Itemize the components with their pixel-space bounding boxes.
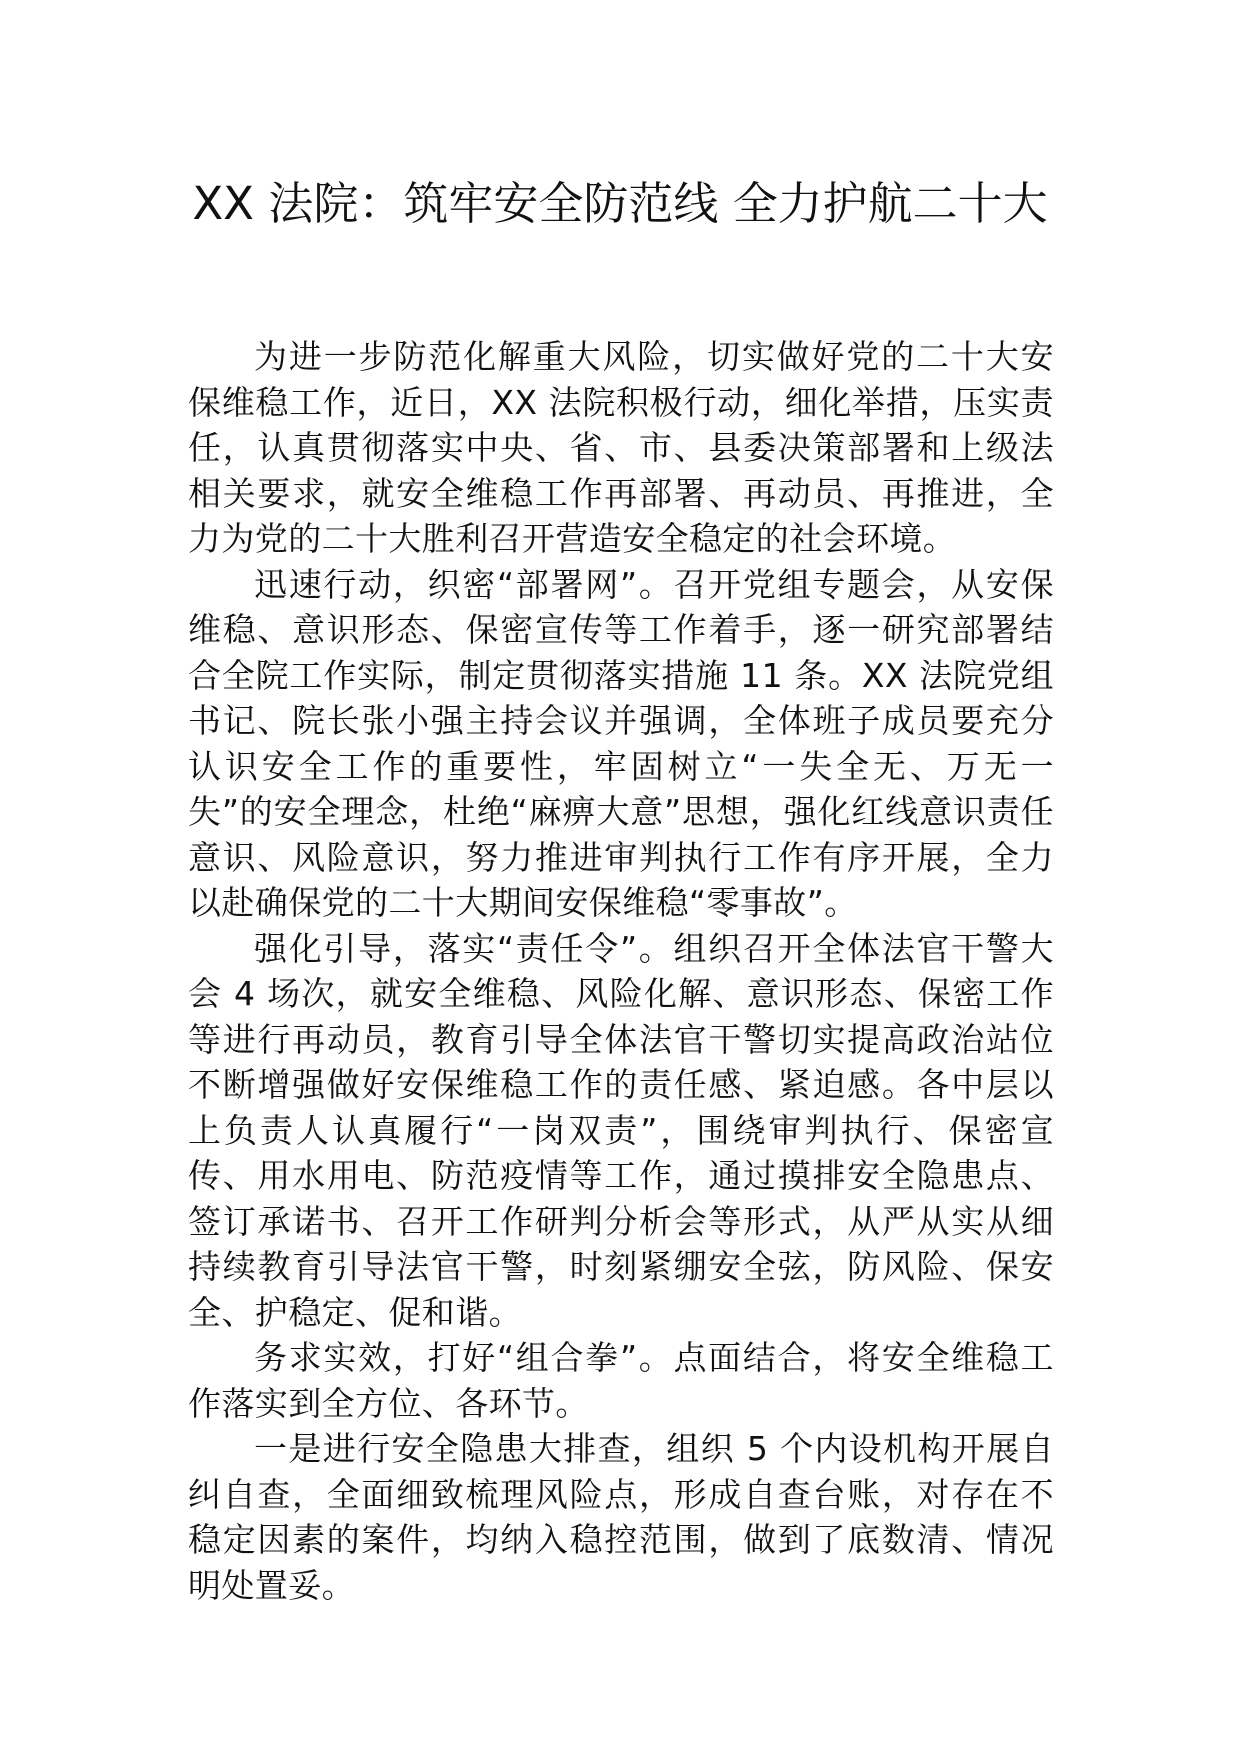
paragraph-responsibility: 强化引导，落实“责任令”。组织召开全体法官干警大会 4 场次，就安全维稳、风险化解、意识形态、保密工作等进行再动员，教育引导全体法官干警切实提高政治站位不断增强做好安保维稳工作的责任感、紧迫感。各中层以上负责人认真履行“一岗双责”，围绕审判执行、保密宣传、用水用电、防范疫情等工作，通过摸排安全隐患点、签订承诺书、召开工作研判分析会等形式，从严从实从细持续教育引导法官干警，时刻紧绷安全弦，防风险、保安全、护稳定、促和谐。 <box>188 928 1054 1332</box>
paragraph-effectiveness: 务求实效，打好“组合拳”。点面结合，将安全维稳工作落实到全方位、各环节。 <box>188 1338 1054 1423</box>
document-title: XX 法院：筑牢安全防范线 全力护航二十大 <box>192 177 1048 230</box>
paragraph-deployment: 迅速行动，织密“部署网”。召开党组专题会，从安保维稳、意识形态、保密宣传等工作着手，逐一研究部署结合全院工作实际，制定贯彻落实措施 11 条。XX 法院党组书记、院长张小强主持会议并强调，全体班子成员要充分认识安全工作的重要性，牢固树立“一失全无、万无一失”的安全理念，杜绝“麻痹大意”思想，强化红线意识责任意识、风险意识，努力推进审判执行工作有序开展，全力以赴确保党的二十大期间安保维稳“零事故”。 <box>188 564 1054 922</box>
paragraph-inspection: 一是进行安全隐患大排查，组织 5 个内设机构开展自纠自查，全面细致梳理风险点，形成自查台账，对存在不稳定因素的案件，均纳入稳控范围，做到了底数清、情况明处置妥。 <box>188 1429 1054 1605</box>
document-body <box>188 334 1054 1608</box>
paragraph-intro: 为进一步防范化解重大风险，切实做好党的二十大安保维稳工作，近日，XX 法院积极行动，细化举措，压实责任，认真贯彻落实中央、省、市、县委决策部署和上级法相关要求，就安全维稳工作再部署、再动员、再推进，全力为党的二十大胜利召开营造安全稳定的社会环境。 <box>188 337 1054 558</box>
